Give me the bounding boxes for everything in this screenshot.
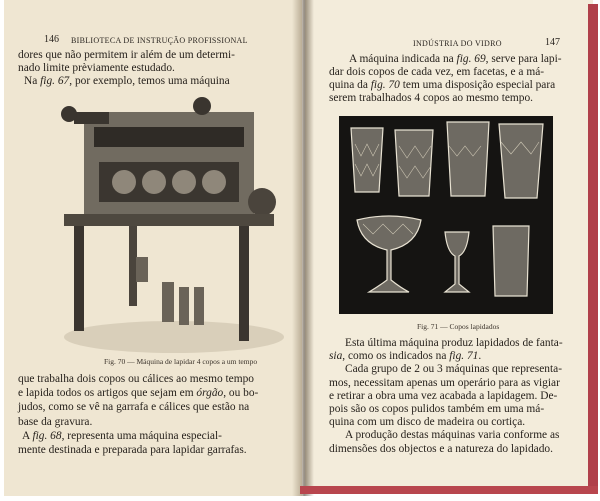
text-run: , ou bo- bbox=[223, 387, 259, 400]
text-line bbox=[329, 66, 544, 79]
text-line bbox=[22, 430, 222, 443]
text-run: mente destinada e preparada para lapidar garrafas. bbox=[18, 444, 247, 456]
text-run: . bbox=[478, 350, 482, 363]
text-run: A produção destas máquinas varia conforme as bbox=[345, 429, 560, 442]
spine-shadow bbox=[292, 0, 314, 496]
text-run: serem trabalhados 4 copos ao mesmo tempo. bbox=[329, 92, 534, 104]
left-page bbox=[4, 0, 302, 496]
text-line bbox=[329, 92, 533, 105]
text-run: dar dois copos de cada vez, em facetas, e a má- bbox=[329, 66, 545, 78]
text-line bbox=[18, 373, 254, 386]
text-run: e lapida todos os artigos que sejam em bbox=[18, 387, 197, 400]
text-line bbox=[24, 75, 230, 88]
text-line bbox=[18, 416, 92, 429]
text-line bbox=[349, 53, 562, 66]
text-run: mos, necessitam apenas um operário para as vigiar bbox=[329, 376, 560, 389]
text-run: nado limite prèviamente estudado. bbox=[18, 62, 175, 74]
text-run: Na bbox=[24, 75, 41, 87]
text-line bbox=[329, 350, 481, 363]
text-run: A bbox=[22, 429, 33, 442]
text-run: fig. 70 bbox=[370, 79, 400, 91]
cover-edge bbox=[588, 4, 598, 488]
text-line bbox=[18, 49, 235, 62]
text-run: fig. 67 bbox=[40, 75, 70, 87]
text-run: que trabalha dois copos ou cálices ao mesmo tempo bbox=[18, 373, 254, 385]
text-line bbox=[329, 390, 557, 403]
text-line bbox=[329, 443, 553, 456]
text-run: sia bbox=[329, 350, 343, 363]
text-run: fig. 71 bbox=[449, 350, 479, 363]
glasses-figure bbox=[339, 116, 553, 314]
left-figure-caption: Fig. 70 — Máquina de lapidar 4 copos a um tempo bbox=[104, 357, 258, 366]
text-run: órgão bbox=[196, 387, 224, 400]
text-run: tem uma disposição especial para bbox=[399, 79, 556, 91]
text-run: quina com um disco de madeira ou cortiça. bbox=[329, 416, 526, 429]
text-line bbox=[18, 387, 258, 400]
text-line bbox=[345, 429, 559, 442]
text-run: , como os indicados na bbox=[342, 350, 450, 363]
text-run: base da gravura. bbox=[18, 415, 93, 428]
text-run: fig. 68 bbox=[32, 429, 62, 442]
text-line bbox=[345, 337, 563, 350]
text-run: dores que não permitem ir além de um determi- bbox=[18, 49, 235, 61]
text-line bbox=[329, 403, 544, 416]
text-run: e retirar a obra uma vez acabada a lapidagem. De- bbox=[329, 389, 558, 402]
text-run: A máquina indicada na bbox=[349, 53, 457, 65]
text-run: fig. 69 bbox=[456, 53, 486, 65]
text-line bbox=[345, 363, 562, 376]
text-run: quina da bbox=[329, 79, 371, 91]
right-page-number: 147 bbox=[545, 37, 560, 48]
text-line bbox=[18, 444, 247, 457]
text-run: Esta última máquina produz lapidados de fanta- bbox=[345, 337, 563, 349]
left-page-number: 146 bbox=[44, 34, 59, 45]
text-line bbox=[329, 79, 555, 92]
machine-figure bbox=[54, 92, 304, 360]
cover-bottom-edge bbox=[300, 486, 598, 494]
text-line bbox=[329, 377, 560, 390]
right-running-head: INDÚSTRIA DO VIDRO bbox=[413, 39, 502, 48]
text-line bbox=[18, 401, 249, 414]
left-running-head: BIBLIOTECA DE INSTRUÇÃO PROFISSIONAL bbox=[71, 36, 248, 45]
text-line bbox=[18, 62, 175, 75]
text-run: dimensões dos objectos e a natureza do lapidado. bbox=[329, 442, 553, 455]
text-run: Cada grupo de 2 ou 3 máquinas que representa- bbox=[345, 363, 562, 376]
text-run: , serve para lapi- bbox=[485, 53, 562, 65]
right-figure-caption: Fig. 71 — Copos lapidados bbox=[417, 322, 500, 331]
text-line bbox=[329, 416, 525, 429]
text-run: , por exemplo, temos uma máquina bbox=[69, 75, 230, 87]
text-run: pois são os copos pulidos também em uma má- bbox=[329, 403, 545, 415]
text-run: , representa uma máquina especial- bbox=[61, 429, 222, 442]
text-run: judos, como se vê na garrafa e cálices que estão na bbox=[18, 401, 250, 414]
